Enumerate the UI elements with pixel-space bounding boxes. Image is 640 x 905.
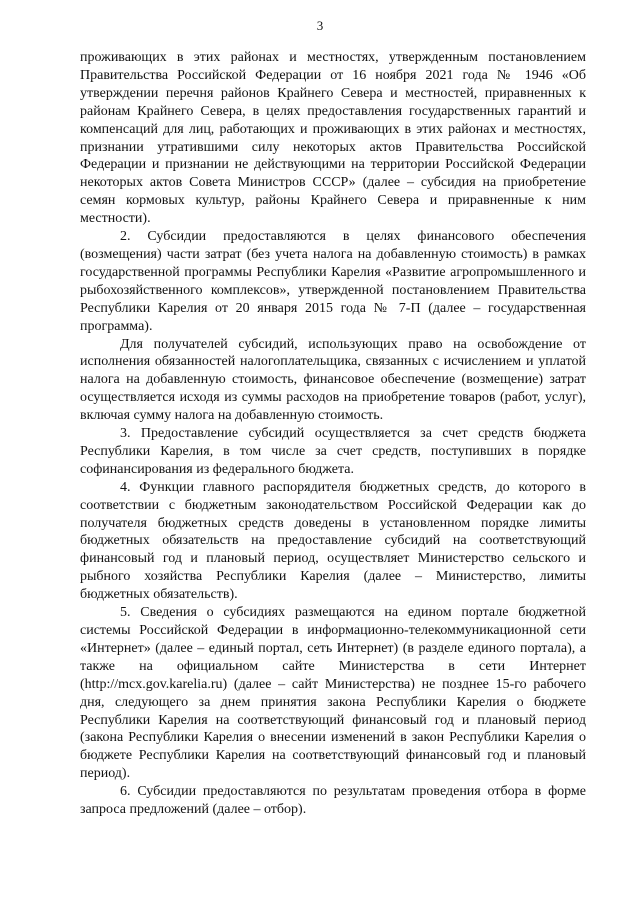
- page-number: 3: [316, 18, 324, 33]
- paragraph-continuation: проживающих в этих районах и местностях, утвержденным постановлением Правительства Российской Федерации от 16 ноября 2021 года № 1946 «Об утверждении перечня районов Крайнего Севера и местностей, приравненных к районам Крайнего Севера, в целях предоставления государственных гарантий и компенсаций для лиц, работающих и проживающих в этих районах и местностях, признании утратившими силу некоторых актов Правительства Российской Федерации и признании не действующими на территории Российской Федерации некоторых актов Совета Министров СССР» (далее – субсидия на приобретение семян кормовых культур, районы Крайнего Севера и приравненные к ним местности).: [80, 50, 586, 227]
- paragraph-item-5: 5. Сведения о субсидиях размещаются на едином портале бюджетной системы Российской Федерации в информационно-телекоммуникационной сети «Интернет» (далее – единый портал, сеть Интернет) (в разделе единого портала), а также на официальном сайте Министерства в сети Интернет (http://mcx.gov.karelia.ru) (далее – сайт Министерства) не позднее 15-го рабочего дня, следующего за днем принятия закона Республики Карелия о бюджете Республики Карелия на соответствующий финансовый год и плановый период (закона Республики Карелия о внесении изменений в закон Республики Карелия о бюджете Республики Карелия на соответствующий финансовый год и плановый период).: [80, 605, 586, 782]
- paragraph-item-6: 6. Субсидии предоставляются по результатам проведения отбора в форме запроса предложений (далее – отбор).: [80, 784, 586, 818]
- paragraph-item-4: 4. Функции главного распорядителя бюджетных средств, до которого в соответствии с бюджетным законодательством Российской Федерации как до получателя бюджетных средств доведены в установленном порядке лимиты бюджетных обязательств на предоставление субсидий на соответствующий финансовый год и плановый период, осуществляет Министерство сельского и рыбного хозяйства Республики Карелия (далее – Министерство, лимиты бюджетных обязательств).: [80, 479, 586, 603]
- paragraph-item-2: 2. Субсидии предоставляются в целях финансового обеспечения (возмещения) части затрат (без учета налога на добавленную стоимость) в рамках государственной программы Республики Карелия «Развитие агропромышленного и рыбохозяйственного комплексов», утвержденной постановлением Правительства Республики Карелия от 20 января 2015 года № 7-П (далее – государственная программа).: [80, 229, 586, 334]
- document-body: [80, 49, 586, 819]
- paragraph-vat-exemption: Для получателей субсидий, использующих право на освобождение от исполнения обязанностей налогоплательщика, связанных с исчислением и уплатой налога на добавленную стоимость, финансовое обеспечение (возмещение) затрат осуществляется исходя из суммы расходов на приобретение товаров (работ, услуг), включая сумму налога на добавленную стоимость.: [80, 336, 586, 424]
- paragraph-item-3: 3. Предоставление субсидий осуществляется за счет средств бюджета Республики Карелия, в том числе за счет средств, поступивших в порядке софинансирования из федерального бюджета.: [80, 426, 586, 477]
